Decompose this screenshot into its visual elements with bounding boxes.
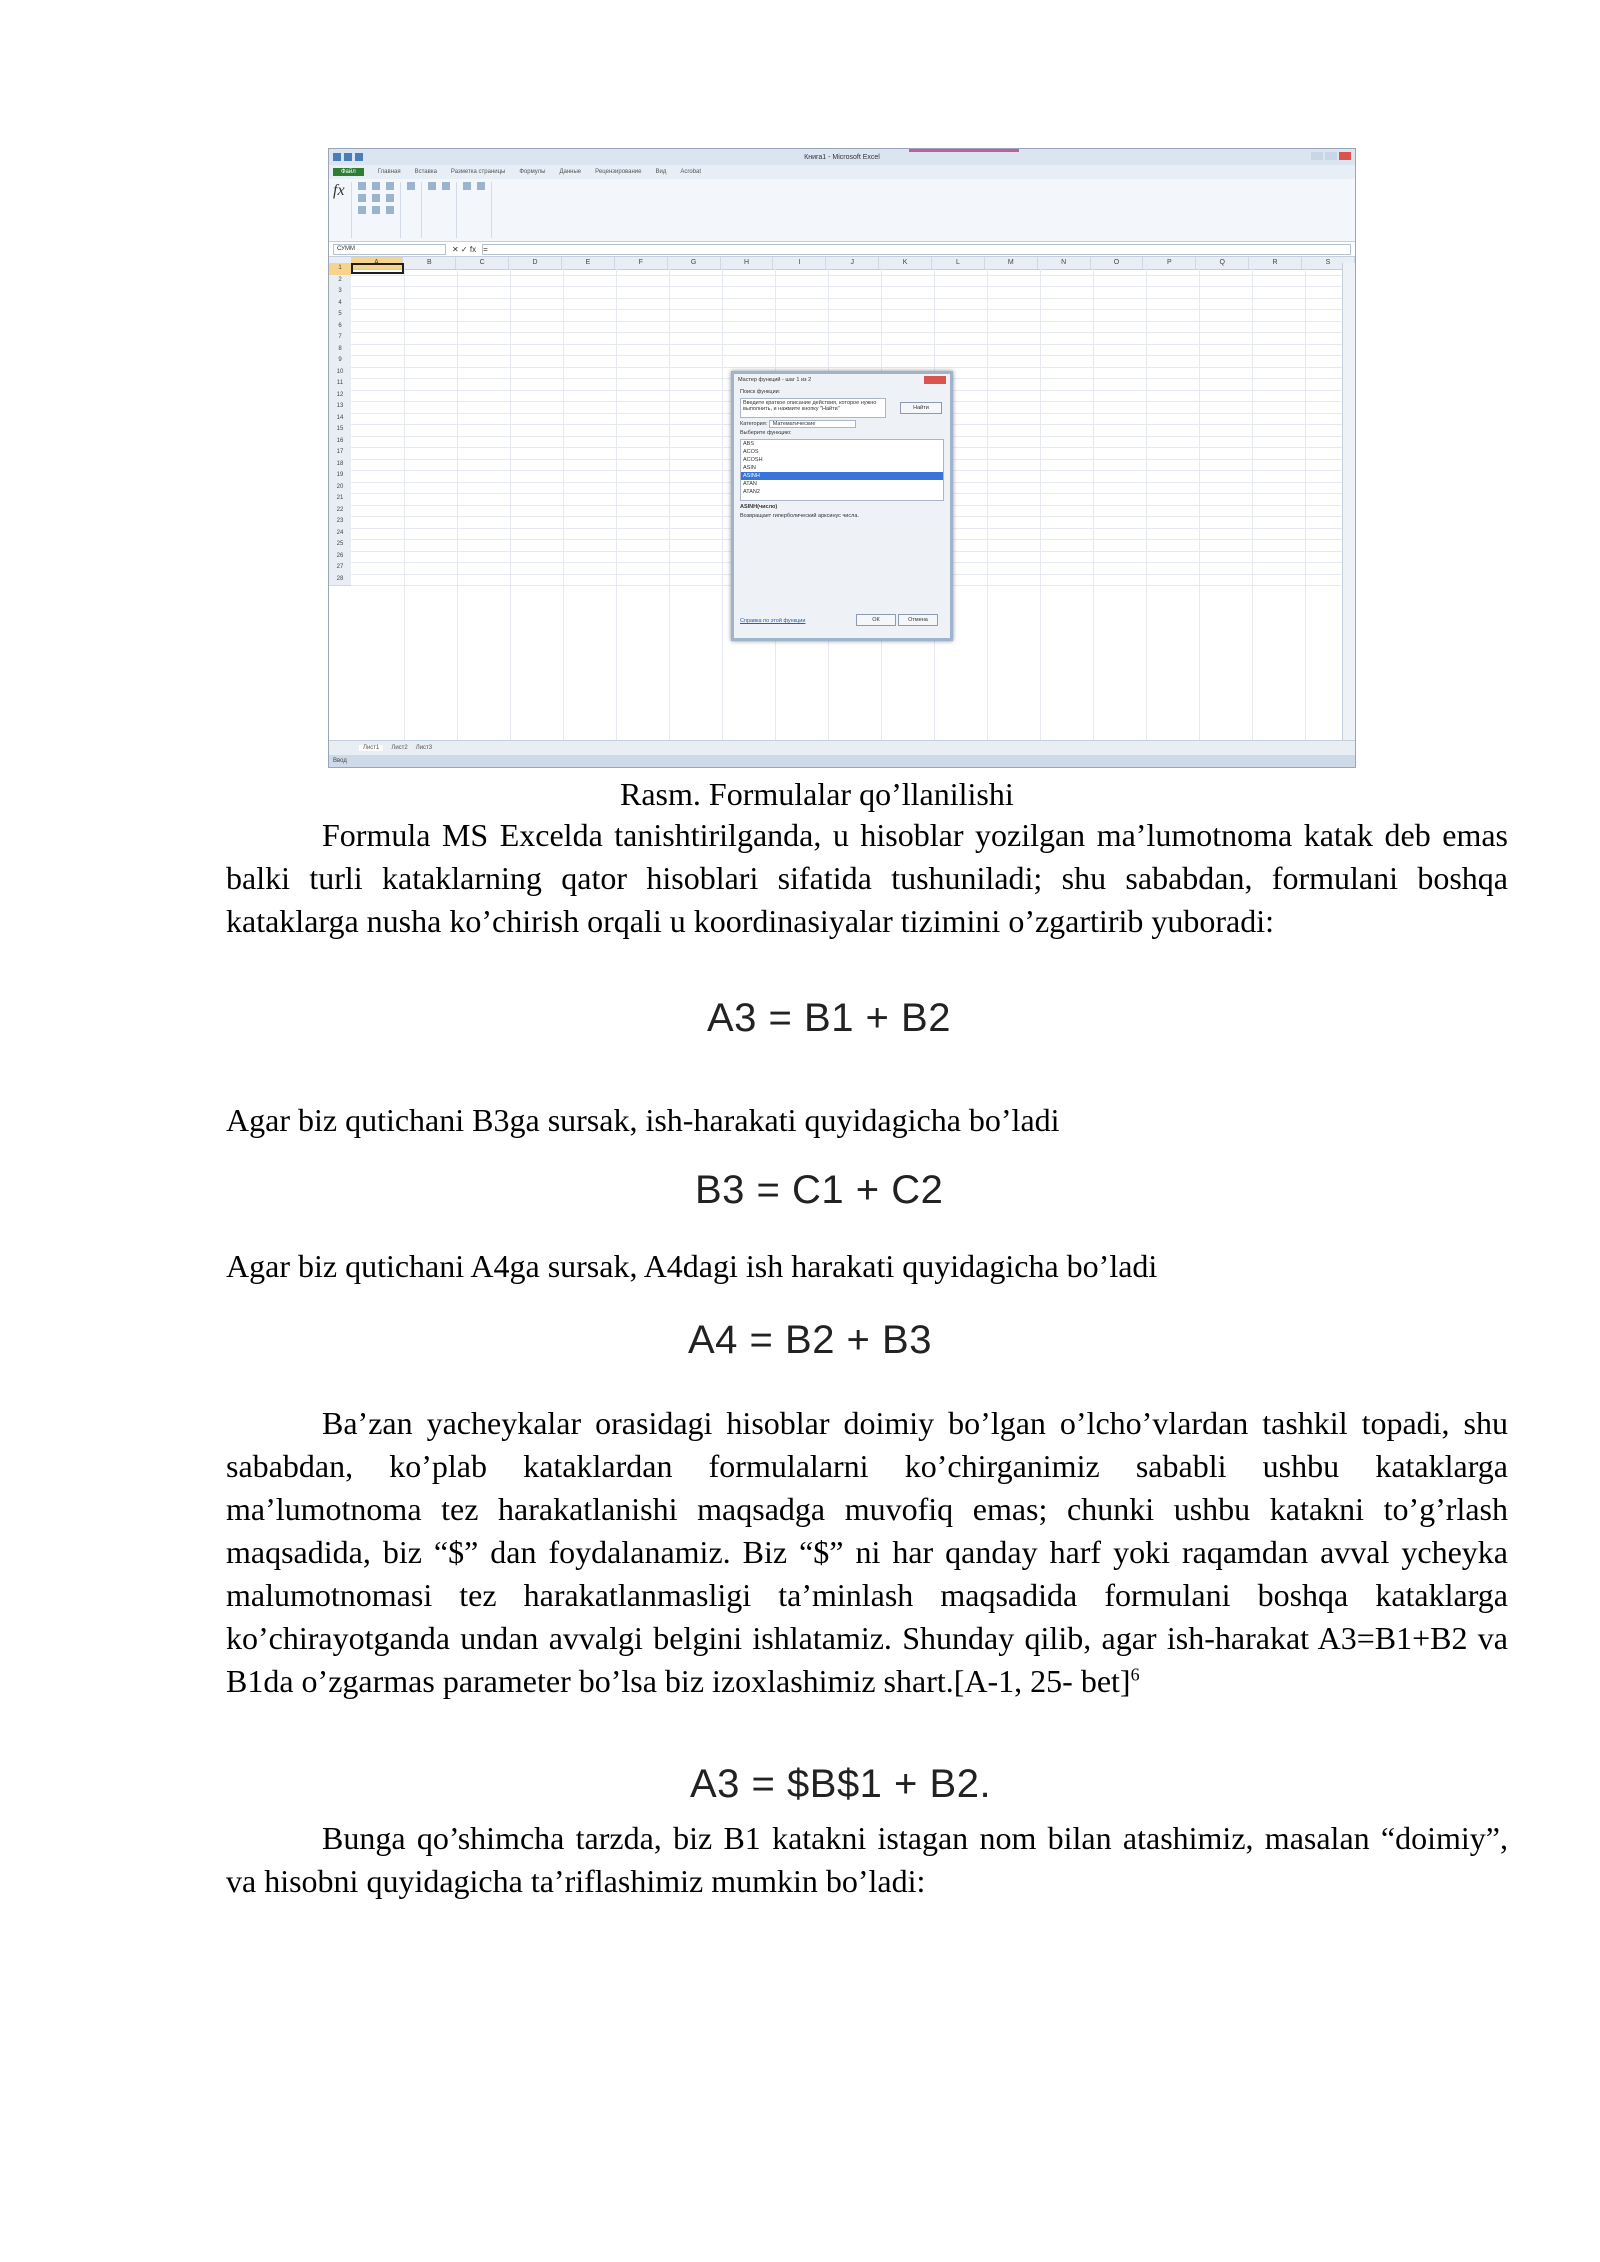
find-button: Найти xyxy=(900,402,942,414)
grid-line xyxy=(351,367,1343,368)
quick-access-toolbar xyxy=(333,153,363,161)
list-item: ATAN2 xyxy=(743,489,760,495)
grid-line xyxy=(351,286,1343,287)
math-icon xyxy=(386,194,394,202)
row-header-6: 6 xyxy=(329,321,351,334)
row-header-25: 25 xyxy=(329,539,351,552)
row-header-23: 23 xyxy=(329,516,351,529)
autosum-icon xyxy=(358,182,366,190)
financial-icon xyxy=(358,206,366,214)
more-functions-icon xyxy=(386,206,394,214)
grid-column-line xyxy=(404,263,405,741)
grid-line xyxy=(351,344,1343,345)
logical-icon xyxy=(372,182,380,190)
trace-icon xyxy=(428,182,436,190)
grid-line xyxy=(351,309,1343,310)
dialog-close-icon xyxy=(924,376,946,384)
row-header-4: 4 xyxy=(329,298,351,311)
list-item: ACOS xyxy=(743,449,759,455)
close-icon xyxy=(1339,152,1351,160)
grid-column-line xyxy=(669,263,670,741)
row-header-16: 16 xyxy=(329,436,351,449)
row-header-12: 12 xyxy=(329,390,351,403)
column-header-d: D xyxy=(509,257,562,269)
formula-3: A4 = B2 + B3 xyxy=(688,1318,932,1362)
sheet-tab-1: Лист1 xyxy=(359,745,383,751)
grid-column-line xyxy=(1305,263,1306,741)
row-header-17: 17 xyxy=(329,447,351,460)
row-header-3: 3 xyxy=(329,286,351,299)
row-header-21: 21 xyxy=(329,493,351,506)
tab-insert: Вставка xyxy=(414,169,437,175)
grid-line xyxy=(351,275,1343,276)
list-item: ACOSH xyxy=(743,457,763,463)
dialog-title-bar xyxy=(734,374,950,386)
column-header-p: P xyxy=(1143,257,1196,269)
grid-column-line xyxy=(616,263,617,741)
formula-bar-buttons: ✕ ✓ fx xyxy=(452,244,477,254)
grid-column-line xyxy=(1199,263,1200,741)
grid-line xyxy=(351,298,1343,299)
sheet-tabs xyxy=(329,740,1355,755)
ribbon-group-formula-auditing xyxy=(428,182,457,238)
paragraph-3: Agar biz qutichani A4ga sursak, A4dagi ish harakati quyidagicha bo’ladi xyxy=(226,1248,1158,1284)
list-item: ASIN xyxy=(743,465,756,471)
vertical-scrollbar xyxy=(1342,263,1355,741)
row-header-10: 10 xyxy=(329,367,351,380)
title-accent xyxy=(909,149,1019,152)
column-header-r: R xyxy=(1249,257,1302,269)
minimize-icon xyxy=(1311,152,1323,160)
column-header-n: N xyxy=(1038,257,1091,269)
paragraph-5: Bunga qo’shimcha tarzda, biz B1 katakni istagan nom bilan atashimiz, masalan “doimiy”, va hisobni quyidagicha ta’riflashimiz mumkin bo’ladi: xyxy=(226,1820,1508,1899)
grid-column-line xyxy=(1146,263,1147,741)
tab-home: Главная xyxy=(377,169,401,175)
recent-icon xyxy=(358,194,366,202)
function-list xyxy=(740,439,944,501)
row-header-2: 2 xyxy=(329,275,351,288)
paragraph-4 xyxy=(226,1402,1508,1703)
excel-title-bar xyxy=(329,149,1355,165)
tab-data: Данные xyxy=(559,169,582,175)
row-header-9: 9 xyxy=(329,355,351,368)
function-signature: ASINH(число) xyxy=(740,504,778,510)
column-header-e: E xyxy=(562,257,615,269)
column-header-k: K xyxy=(879,257,932,269)
grid-line xyxy=(351,332,1343,333)
lookup-icon xyxy=(386,182,394,190)
tab-file: Файл xyxy=(333,168,364,176)
ribbon-tabs xyxy=(329,165,1355,179)
category-label: Категория: xyxy=(740,421,768,427)
tab-formulas: Формулы xyxy=(519,169,546,175)
column-header-b: B xyxy=(403,257,456,269)
formula-input: = xyxy=(482,244,1351,255)
paragraph-2: Agar biz qutichani B3ga sursak, ish-harakati quyidagicha bo’ladi xyxy=(226,1102,1060,1138)
column-header-l: L xyxy=(932,257,985,269)
row-header-7: 7 xyxy=(329,332,351,345)
category-select: Математические xyxy=(769,420,857,428)
grid-column-line xyxy=(987,263,988,741)
select-function-label: Выберите функцию: xyxy=(740,430,792,436)
insert-function-icon: fx xyxy=(333,182,345,199)
row-header-20: 20 xyxy=(329,482,351,495)
row-header-11: 11 xyxy=(329,378,351,391)
function-description: Возвращает гиперболический арксинус числа. xyxy=(740,513,859,519)
name-manager-icon xyxy=(407,182,415,190)
grid-column-line xyxy=(1040,263,1041,741)
formula-2: B3 = C1 + C2 xyxy=(695,1168,944,1212)
grid-column-line xyxy=(510,263,511,741)
date-icon xyxy=(372,206,380,214)
formula-4: A3 = $B$1 + B2. xyxy=(690,1762,992,1806)
ok-button: ОК xyxy=(856,614,896,626)
row-header-13: 13 xyxy=(329,401,351,414)
grid-column-line xyxy=(1252,263,1253,741)
column-header-q: Q xyxy=(1196,257,1249,269)
active-cell xyxy=(351,263,404,274)
grid-line xyxy=(351,321,1343,322)
window-caption: Книга1 - Microsoft Excel xyxy=(804,153,880,161)
text-icon xyxy=(372,194,380,202)
row-header-27: 27 xyxy=(329,562,351,575)
list-item: ATAN xyxy=(743,481,757,487)
column-header-g: G xyxy=(668,257,721,269)
row-header-22: 22 xyxy=(329,505,351,518)
column-header-h: H xyxy=(721,257,774,269)
maximize-icon xyxy=(1325,152,1337,160)
footnote-reference: 6 xyxy=(1130,1664,1140,1685)
ribbon-group-function-library xyxy=(358,182,401,238)
row-header-15: 15 xyxy=(329,424,351,437)
row-header-1: 1 xyxy=(329,263,351,276)
column-header-f: F xyxy=(615,257,668,269)
list-item-selected: ASINH xyxy=(741,472,943,480)
excel-logo-icon xyxy=(333,153,341,161)
column-header-o: O xyxy=(1091,257,1144,269)
row-header-19: 19 xyxy=(329,470,351,483)
sheet-tab-2: Лист2 xyxy=(391,745,408,751)
column-header-m: M xyxy=(985,257,1038,269)
category-row xyxy=(740,421,944,427)
row-header-24: 24 xyxy=(329,528,351,541)
grid-column-line xyxy=(722,263,723,741)
grid-line xyxy=(351,355,1343,356)
excel-screenshot-figure xyxy=(328,148,1356,768)
name-box: СУММ xyxy=(333,244,446,255)
tab-page-layout: Разметка страницы xyxy=(450,169,506,175)
cancel-button: Отмена xyxy=(898,614,938,626)
column-header-c: C xyxy=(456,257,509,269)
watch-window-icon xyxy=(463,182,471,190)
column-header-j: J xyxy=(826,257,879,269)
status-bar: Ввод xyxy=(329,755,1355,767)
sheet-tab-3: Лист3 xyxy=(415,745,433,751)
tab-view: Вид xyxy=(655,169,667,175)
show-formulas-icon xyxy=(442,182,450,190)
row-header-8: 8 xyxy=(329,344,351,357)
grid-column-line xyxy=(457,263,458,741)
ribbon-group-defined-names xyxy=(407,182,422,238)
column-header-a: A xyxy=(351,257,404,269)
search-box: Введите краткое описание действия, которое нужно выполнить, и нажмите кнопку "Найти" xyxy=(740,398,886,418)
row-header-28: 28 xyxy=(329,574,351,587)
window-controls xyxy=(1311,152,1351,160)
ribbon-group-calculation xyxy=(463,182,492,238)
row-header-18: 18 xyxy=(329,459,351,472)
row-header-14: 14 xyxy=(329,413,351,426)
row-header-5: 5 xyxy=(329,309,351,322)
formula-bar xyxy=(329,242,1355,257)
undo-icon xyxy=(355,153,363,161)
ribbon-group-insert-function xyxy=(333,182,352,238)
formula-1: A3 = B1 + B2 xyxy=(707,996,951,1040)
figure-caption: Rasm. Formulalar qo’llanilishi xyxy=(620,776,1014,812)
save-icon xyxy=(344,153,352,161)
function-wizard-dialog xyxy=(731,371,953,641)
row-header-26: 26 xyxy=(329,551,351,564)
help-link: Справка по этой функции xyxy=(740,618,806,624)
paragraph-4-text: Ba’zan yacheykalar orasidagi hisoblar doimiy bo’lgan o’lcho’vlardan tashkil topadi, shu sababdan, ko’plab kataklardan formulalarni ko’chirganimiz sababli ushbu kataklarga ma’lumotnoma tez harakatlanishi maqsadga muvofiq emas; chunki ushbu katakni to’g’rlash maqsadida, biz “$” dan foydalanamiz. Biz “$” ni har qanday harf yoki raqamdan avval ycheyka malumotnomasi tez harakatlanmasligi ta’minlash maqsadida formulani boshqa kataklarga ko’chirayotganda undan avvalgi belgini ishlatamiz. Shunday qilib, agar ish-harakat A3=B1+B2 va B1da o’zgarmas parameter bo’lsa biz izoxlashimiz shart.[A-1, 25- bet] xyxy=(226,1405,1508,1699)
grid-column-line xyxy=(563,263,564,741)
calc-options-icon xyxy=(477,182,485,190)
search-label: Поиск функции: xyxy=(740,389,781,395)
ribbon xyxy=(329,179,1355,242)
column-header-s: S xyxy=(1302,257,1355,269)
list-item: ABS xyxy=(743,441,755,447)
grid-column-line xyxy=(1093,263,1094,741)
dialog-title: Мастер функций - шаг 1 из 2 xyxy=(738,377,812,383)
tab-review: Рецензирование xyxy=(595,169,642,175)
paragraph-1: Formula MS Excelda tanishtirilganda, u hisoblar yozilgan ma’lumotnoma katak deb emas balki turli kataklarning qator hisoblari sifatida tushuniladi; shu sababdan, formulani boshqa kataklarga nusha ko’chirish orqali u koordinasiyalar tizimini o’zgartirib yuboradi: xyxy=(226,817,1508,939)
tab-acrobat: Acrobat xyxy=(680,169,702,175)
column-header-i: I xyxy=(773,257,826,269)
